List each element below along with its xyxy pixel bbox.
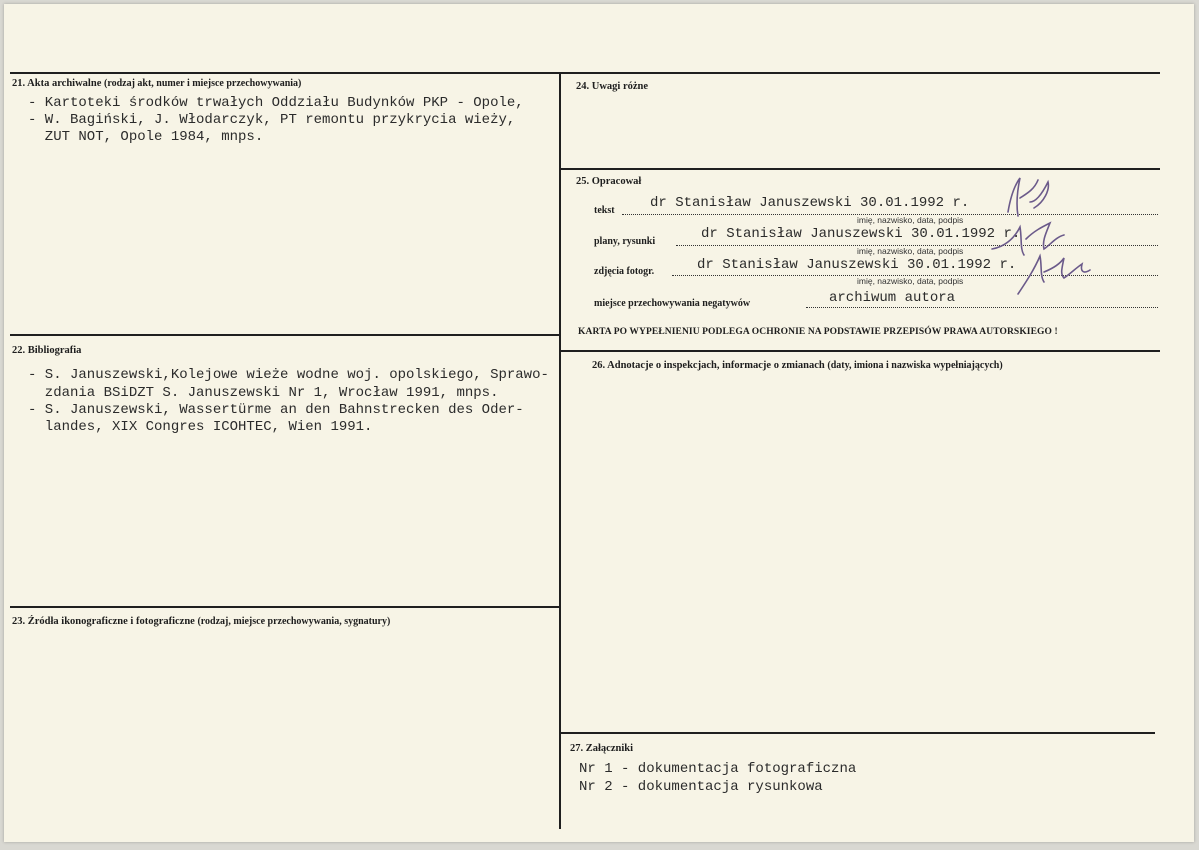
record-card (4, 4, 1194, 842)
section-26-subtitle: (daty, imiona i nazwiska wypełniających) (827, 360, 1003, 371)
row-plany-value: dr Stanisław Januszewski 30.01.1992 r. (701, 226, 1021, 242)
section-21-title: 21. Akta archiwalne (12, 78, 102, 89)
divider-22-23 (10, 606, 560, 608)
row-zdjecia-value: dr Stanisław Januszewski 30.01.1992 r. (697, 257, 1017, 273)
section-24-title: 24. Uwagi różne (576, 81, 649, 92)
section-23-subtitle: (rodzaj, miejsce przechowywania, sygnatury) (197, 616, 391, 627)
copyright-notice: KARTA PO WYPEŁNIENIU PODLEGA OCHRONIE NA PODSTAWIE PRZEPISÓW PRAWA AUTORSKIEGO ! (578, 327, 1058, 337)
section-22-line-2: zdania BSiDZT S. Januszewski Nr 1, Wrocław 1991, mnps. (28, 385, 499, 401)
section-22-line-3: - S. Januszewski, Wassertürme an den Bahnstrecken des Oder- (28, 402, 524, 418)
section-27-line-1: Nr 1 - dokumentacja fotograficzna (579, 761, 857, 777)
section-25-heading (576, 176, 641, 187)
divider-25-26 (560, 350, 1160, 352)
row-negatywy-label: miejsce przechowywania negatywów (594, 298, 751, 309)
section-21-line-3: ZUT NOT, Opole 1984, mnps. (28, 129, 264, 145)
section-23-heading (12, 616, 390, 627)
row-tekst-label: tekst (594, 205, 615, 216)
section-26-title: 26. Adnotacje o inspekcjach, informacje o zmianach (592, 360, 825, 371)
section-22-heading (12, 345, 81, 356)
section-27-line-2: Nr 2 - dokumentacja rysunkowa (579, 779, 823, 795)
divider-21-22 (10, 334, 560, 336)
section-21-heading (12, 78, 301, 89)
section-22-title: 22. Bibliografia (12, 345, 82, 356)
section-21-line-2: - W. Bagiński, J. Włodarczyk, PT remontu przykrycia wieży, (28, 112, 516, 128)
row-zdjecia-caption: imię, nazwisko, data, podpis (857, 276, 964, 286)
signature-3-icon (1010, 242, 1100, 302)
divider-24-25 (560, 168, 1160, 170)
section-25-title: 25. Opracował (576, 176, 642, 187)
section-21-line-1: - Kartoteki środków trwałych Oddziału Budynków PKP - Opole, (28, 95, 524, 111)
row-zdjecia-label: zdjęcia fotogr. (594, 266, 655, 277)
section-23-title: 23. Źródła ikonograficzne i fotograficzne (12, 616, 195, 627)
section-22-line-1: - S. Januszewski,Kolejowe wieże wodne woj. opolskiego, Sprawo- (28, 367, 549, 383)
row-negatywy-dotted-line (806, 307, 1158, 308)
divider-middle (559, 72, 561, 829)
section-27-heading (570, 743, 633, 754)
divider-top (10, 72, 1160, 74)
section-21-subtitle: (rodzaj akt, numer i miejsce przechowywania) (103, 78, 302, 89)
section-27-title: 27. Załączniki (570, 743, 634, 754)
section-26-heading (592, 360, 1003, 371)
divider-26-27 (560, 732, 1155, 734)
row-tekst-value: dr Stanisław Januszewski 30.01.1992 r. (650, 195, 970, 211)
row-plany-caption: imię, nazwisko, data, podpis (857, 246, 964, 256)
row-negatywy-value: archiwum autora (829, 290, 956, 306)
row-tekst-caption: imię, nazwisko, data, podpis (857, 215, 964, 225)
section-22-line-4: landes, XIX Congres ICOHTEC, Wien 1991. (28, 419, 373, 435)
section-24-heading (576, 81, 648, 92)
row-plany-label: plany, rysunki (594, 236, 656, 247)
